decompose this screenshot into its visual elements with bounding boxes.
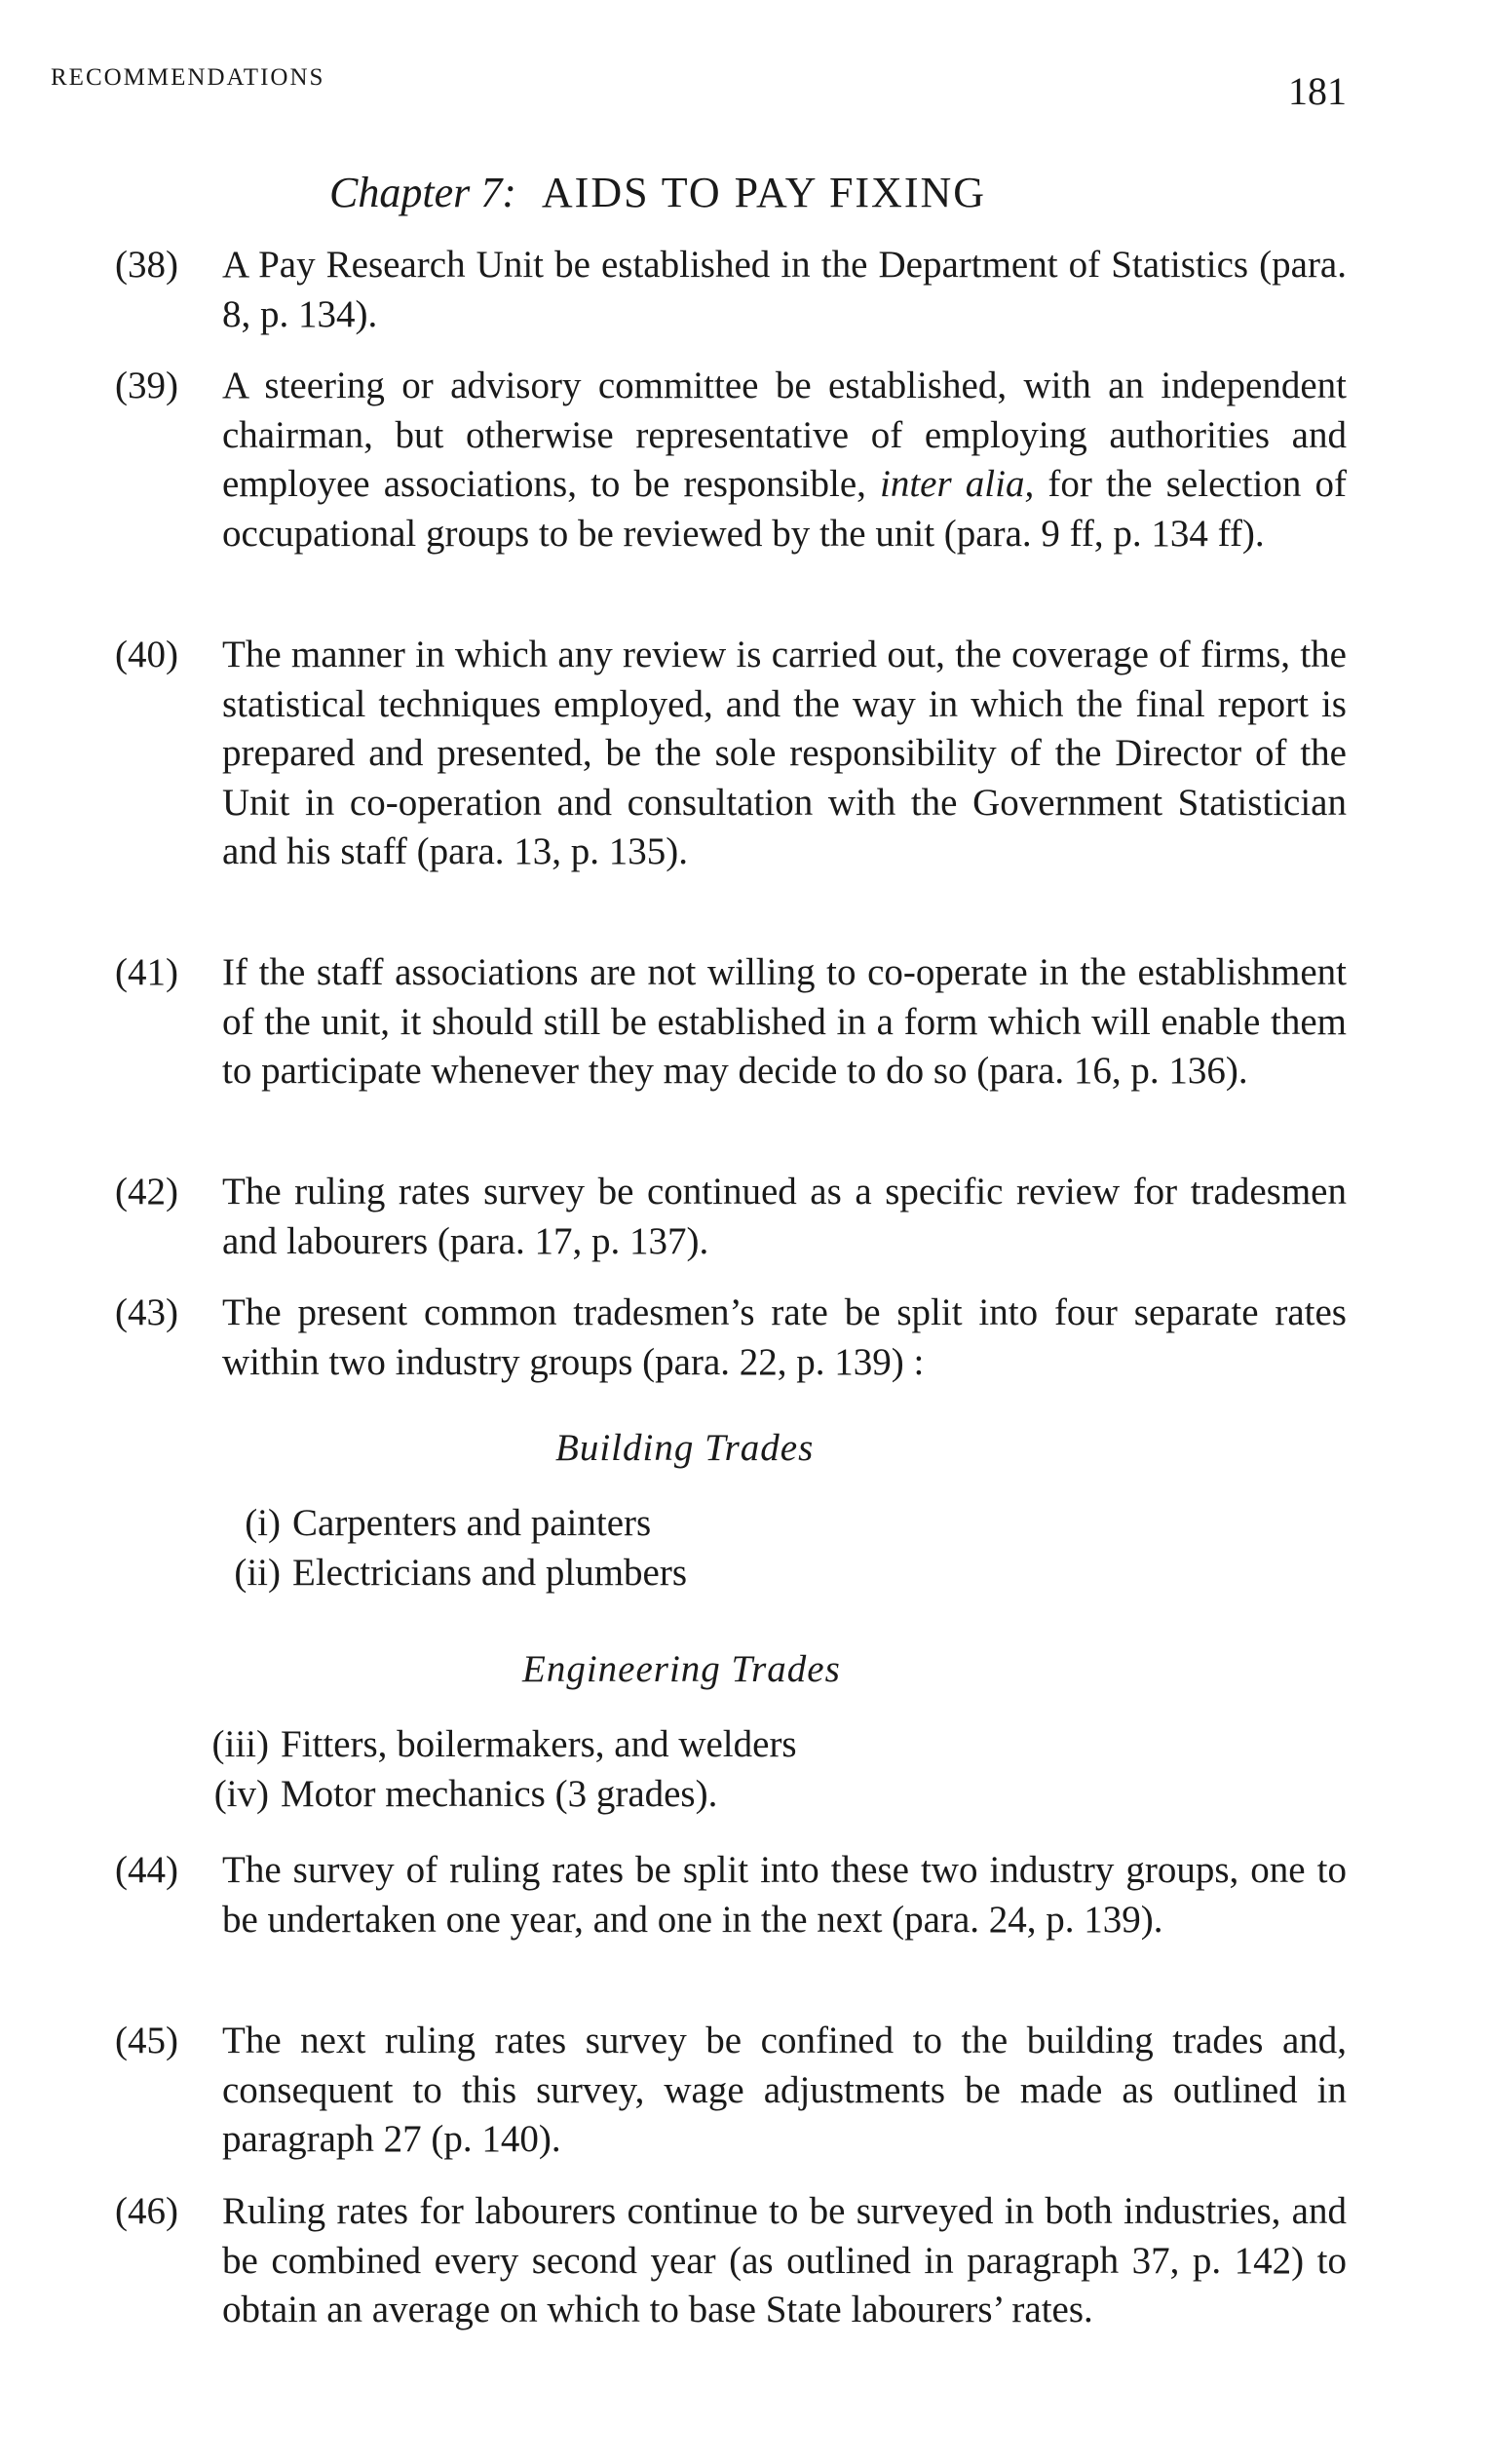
- trade-item: [210, 1501, 651, 1545]
- recommendation-text: [222, 362, 1347, 558]
- recommendation-number: (45): [115, 2020, 178, 2061]
- recommendation-number: (42): [115, 1171, 178, 1213]
- recommendation-text-part: A steering or advisory committee be established, with an independent chairman, but otherwise representative of employing authorities and employee associations, to be responsible,: [222, 365, 1347, 506]
- recommendation-text: The next ruling rates survey be confined to the building trades and, consequent to this survey, wage adjustments be made as outlined in paragraph 27 (p. 140).: [222, 2020, 1347, 2161]
- engineering-trades-heading: Engineering Trades: [522, 1648, 841, 1690]
- trade-item-label: Fitters, boilermakers, and welders: [281, 1723, 797, 1765]
- recommendation-text: If the staff associations are not willing to co-operate in the establishment of the unit, it should still be established in a form which will enable them to participate whenever they may decide to do so (para. 16, p. 136).: [222, 951, 1347, 1093]
- recommendation-38: [115, 241, 1347, 339]
- recommendation-40: [115, 631, 1347, 877]
- recommendation-42: [115, 1168, 1347, 1266]
- trade-item-label: Electricians and plumbers: [292, 1552, 688, 1594]
- recommendation-number: (44): [115, 1849, 178, 1891]
- recommendation-text-italic: inter alia,: [880, 463, 1035, 506]
- recommendation-text: The present common tradesmen’s rate be split into four separate rates within two industry groups (para. 22, p. 139) :: [222, 1291, 1347, 1383]
- recommendation-number: (41): [115, 951, 178, 993]
- trade-item-numeral: (ii): [234, 1552, 281, 1594]
- trade-item-numeral: (iv): [213, 1773, 269, 1815]
- trade-item-label: Carpenters and painters: [292, 1502, 652, 1544]
- trade-item: [210, 1551, 687, 1595]
- recommendation-number: (46): [115, 2190, 178, 2232]
- chapter-label: Chapter 7:: [329, 169, 516, 216]
- recommendation-number: (39): [115, 365, 178, 406]
- page-number: 181: [1288, 69, 1347, 113]
- chapter-name: AIDS TO PAY FIXING: [541, 169, 987, 216]
- recommendation-44: [115, 1846, 1347, 1944]
- recommendation-45: [115, 2017, 1347, 2165]
- chapter-title: [329, 168, 986, 217]
- recommendation-39: [115, 362, 1347, 558]
- recommendation-text: The ruling rates survey be continued as a specific review for tradesmen and labourers (para. 17, p. 137).: [222, 1171, 1347, 1262]
- recommendation-number: (43): [115, 1291, 178, 1333]
- recommendation-number: (38): [115, 244, 178, 286]
- recommendation-text: The survey of ruling rates be split into these two industry groups, one to be undertaken one year, and one in the next (para. 24, p. 139).: [222, 1849, 1347, 1941]
- recommendation-text: Ruling rates for labourers continue to be surveyed in both industries, and be combined every second year (as outlined in paragraph 37, p. 142) to obtain an average on which to base State labourers’ rates.: [222, 2190, 1347, 2331]
- recommendation-46: [115, 2187, 1347, 2335]
- recommendation-number: (40): [115, 634, 178, 675]
- recommendation-text-part: for the selection of occupational groups to be reviewed by the unit (para. 9 ff, p. 134 ff).: [222, 463, 1347, 555]
- recommendation-43: [115, 1289, 1347, 1387]
- trade-item: [199, 1772, 717, 1816]
- trade-item-numeral: (i): [245, 1502, 281, 1544]
- recommendation-text: The manner in which any review is carried out, the coverage of firms, the statistical techniques employed, and the way in which the final report is prepared and presented, be the sole responsibility of the Director of the Unit in co-operation and consultation with the Government Statistician and his staff (para. 13, p. 135).: [222, 634, 1347, 873]
- running-head: RECOMMENDATIONS: [51, 64, 325, 91]
- trade-item-numeral: (iii): [211, 1723, 269, 1765]
- recommendation-41: [115, 948, 1347, 1097]
- building-trades-heading: Building Trades: [555, 1427, 815, 1469]
- trade-item: [199, 1722, 797, 1766]
- recommendation-text: A Pay Research Unit be established in the Department of Statistics (para. 8, p. 134).: [222, 244, 1347, 335]
- trade-item-label: Motor mechanics (3 grades).: [281, 1773, 718, 1815]
